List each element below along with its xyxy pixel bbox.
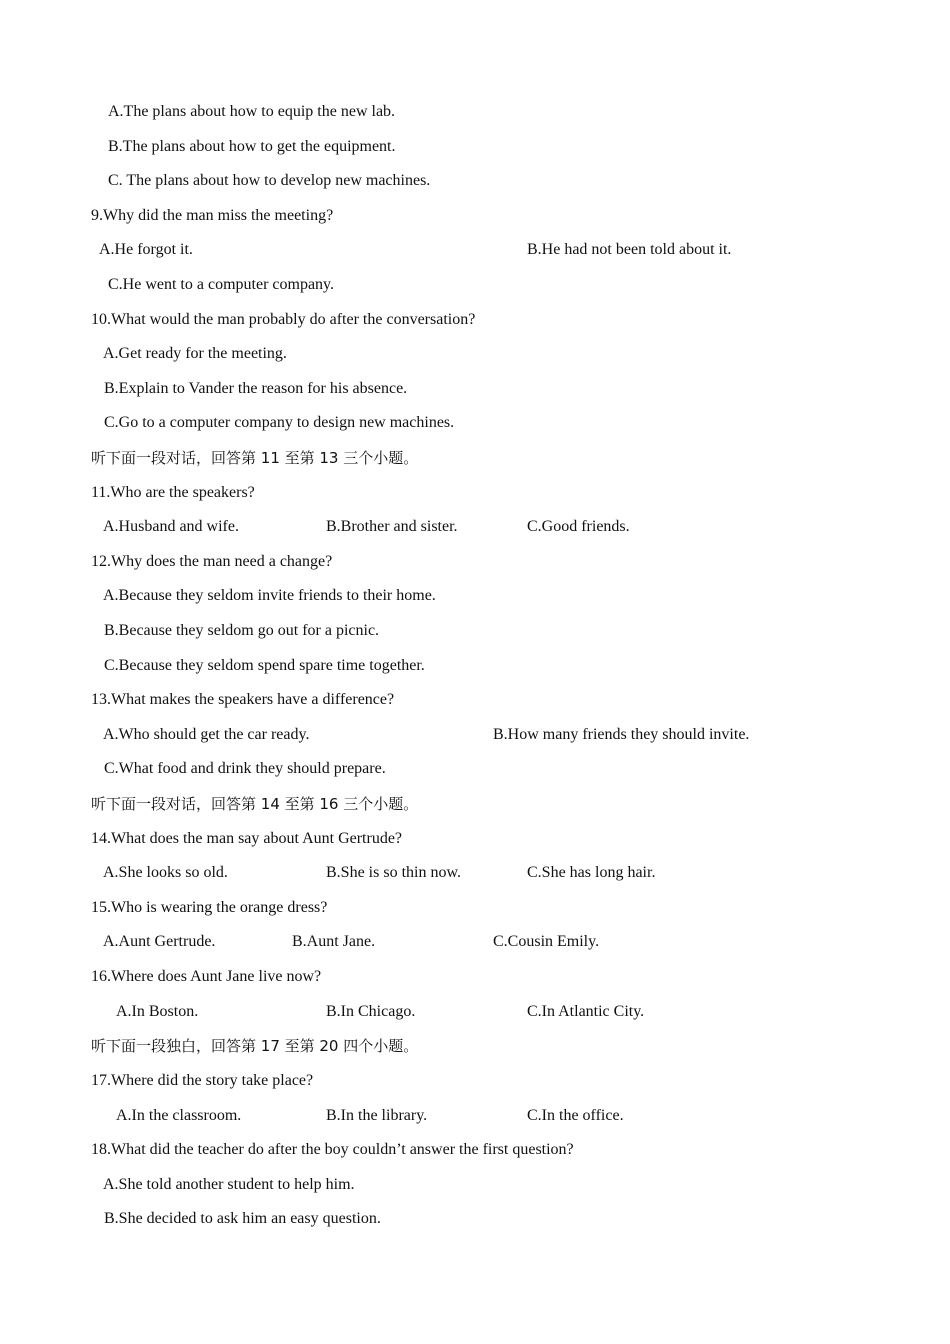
q17-option-a: A.In the classroom. xyxy=(116,1107,242,1124)
q17-question: 17.Where did the story take place? xyxy=(91,1072,314,1089)
q11-option-a: A.Husband and wife. xyxy=(103,518,239,535)
q14-option-b: B.She is so thin now. xyxy=(326,864,461,881)
q15-option-c: C.Cousin Emily. xyxy=(493,933,600,950)
q12-question: 12.Why does the man need a change? xyxy=(91,553,333,570)
q9-option-c: C.He went to a computer company. xyxy=(108,276,335,293)
q18-option-b: B.She decided to ask him an easy question. xyxy=(104,1210,381,1227)
q16-option-b: B.In Chicago. xyxy=(326,1003,416,1020)
q16-option-a: A.In Boston. xyxy=(116,1003,199,1020)
q8-option-a: A.The plans about how to equip the new lab. xyxy=(108,103,396,120)
q14-option-a: A.She looks so old. xyxy=(103,864,228,881)
q8-option-b: B.The plans about how to get the equipment. xyxy=(108,138,396,155)
q13-question: 13.What makes the speakers have a difference? xyxy=(91,691,395,708)
q18-option-a: A.She told another student to help him. xyxy=(103,1176,355,1193)
q10-option-b: B.Explain to Vander the reason for his absence. xyxy=(104,380,408,397)
q9-option-b: B.He had not been told about it. xyxy=(527,241,732,258)
q12-option-a: A.Because they seldom invite friends to their home. xyxy=(103,587,436,604)
q10-option-c: C.Go to a computer company to design new machines. xyxy=(104,414,455,431)
q15-option-a: A.Aunt Gertrude. xyxy=(103,933,216,950)
q17-option-b: B.In the library. xyxy=(326,1107,428,1124)
q13-option-c: C.What food and drink they should prepare. xyxy=(104,760,386,777)
q18-question: 18.What did the teacher do after the boy couldn’t answer the first question? xyxy=(91,1141,574,1158)
q11-option-c: C.Good friends. xyxy=(527,518,630,535)
section-heading-17-20: 听下面一段独白，回答第 17 至第 20 四个小题。 xyxy=(91,1037,419,1055)
q12-option-b: B.Because they seldom go out for a picnic. xyxy=(104,622,380,639)
q16-option-c: C.In Atlantic City. xyxy=(527,1003,645,1020)
q14-option-c: C.She has long hair. xyxy=(527,864,656,881)
q9-option-a: A.He forgot it. xyxy=(99,241,193,258)
q11-option-b: B.Brother and sister. xyxy=(326,518,458,535)
section-heading-11-13: 听下面一段对话，回答第 11 至第 13 三个小题。 xyxy=(91,449,419,467)
q15-question: 15.Who is wearing the orange dress? xyxy=(91,899,328,916)
q8-option-c: C. The plans about how to develop new machines. xyxy=(108,172,431,189)
q14-question: 14.What does the man say about Aunt Gertrude? xyxy=(91,830,403,847)
q13-option-a: A.Who should get the car ready. xyxy=(103,726,310,743)
q13-option-b: B.How many friends they should invite. xyxy=(493,726,750,743)
q17-option-c: C.In the office. xyxy=(527,1107,624,1124)
q10-option-a: A.Get ready for the meeting. xyxy=(103,345,287,362)
q10-question: 10.What would the man probably do after the conversation? xyxy=(91,311,476,328)
q12-option-c: C.Because they seldom spend spare time together. xyxy=(104,657,425,674)
q9-question: 9.Why did the man miss the meeting? xyxy=(91,207,334,224)
q16-question: 16.Where does Aunt Jane live now? xyxy=(91,968,322,985)
q11-question: 11.Who are the speakers? xyxy=(91,484,255,501)
q15-option-b: B.Aunt Jane. xyxy=(292,933,376,950)
section-heading-14-16: 听下面一段对话，回答第 14 至第 16 三个小题。 xyxy=(91,795,419,813)
